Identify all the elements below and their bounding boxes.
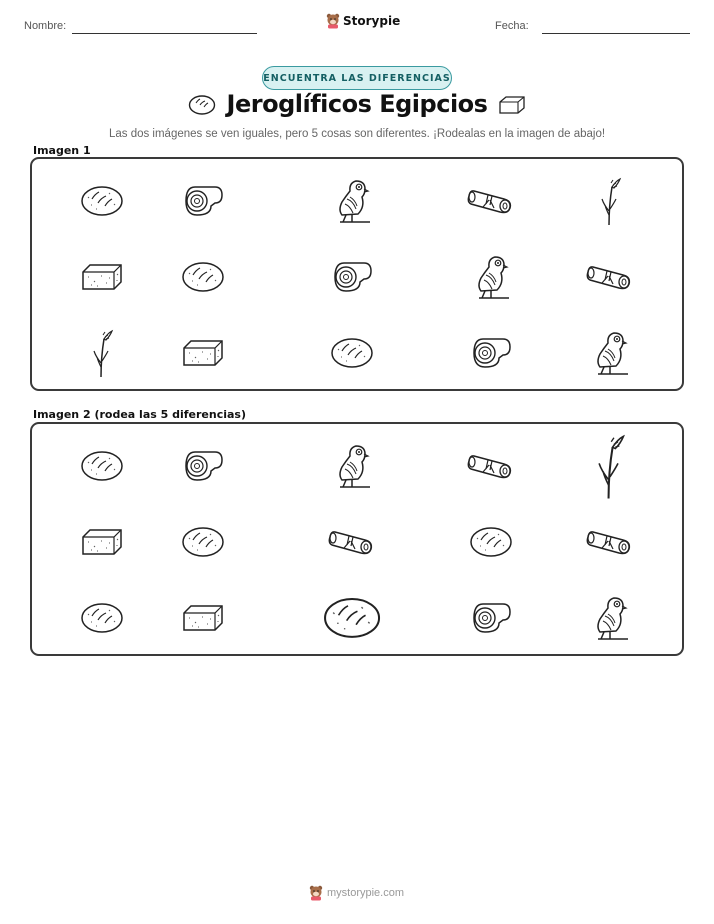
date-line[interactable] bbox=[542, 33, 690, 34]
owl-icon bbox=[590, 329, 630, 381]
brand-logo bbox=[326, 13, 400, 29]
scroll-icon[interactable] bbox=[585, 526, 635, 562]
brick-icon[interactable] bbox=[180, 601, 226, 639]
footer bbox=[309, 885, 404, 901]
bread-icon bbox=[329, 336, 375, 374]
bread-icon[interactable] bbox=[79, 449, 125, 487]
roll-icon bbox=[181, 184, 225, 222]
brick-icon bbox=[497, 94, 527, 116]
activity-badge: ENCUENTRA LAS DIFERENCIAS bbox=[262, 66, 452, 90]
roll-icon bbox=[330, 260, 374, 298]
scroll-icon bbox=[585, 261, 635, 297]
reed-icon bbox=[88, 327, 116, 383]
roll-icon[interactable] bbox=[469, 601, 513, 639]
scroll-icon[interactable] bbox=[466, 450, 516, 486]
bread-icon[interactable] bbox=[321, 595, 383, 645]
reed-icon[interactable] bbox=[591, 431, 629, 505]
brick-icon bbox=[79, 260, 125, 298]
bread-icon bbox=[79, 184, 125, 222]
scroll-icon bbox=[466, 185, 516, 221]
owl-icon[interactable] bbox=[590, 594, 630, 646]
bread-icon[interactable] bbox=[180, 525, 226, 563]
scroll-icon[interactable] bbox=[327, 526, 377, 562]
image2-panel[interactable] bbox=[30, 422, 684, 656]
owl-icon bbox=[471, 253, 511, 305]
image2-label: Imagen 2 (rodea las 5 diferencias) bbox=[33, 408, 247, 421]
bread-icon[interactable] bbox=[468, 525, 514, 563]
name-line[interactable] bbox=[72, 33, 257, 34]
reed-icon bbox=[596, 175, 624, 231]
bear-mascot-icon bbox=[309, 885, 323, 901]
image1-label: Imagen 1 bbox=[33, 144, 91, 157]
owl-icon[interactable] bbox=[332, 442, 372, 494]
bread-icon bbox=[180, 260, 226, 298]
bear-mascot-icon bbox=[326, 13, 340, 29]
name-label: Nombre: bbox=[24, 20, 67, 32]
brand-name: Storypie bbox=[343, 14, 401, 28]
instructions: Las dos imágenes se ven iguales, pero 5 cosas son diferentes. ¡Rodealas en la imagen de abajo! bbox=[108, 128, 606, 140]
footer-url: mystorypie.com bbox=[327, 887, 405, 899]
image1-panel bbox=[30, 157, 684, 391]
brick-icon[interactable] bbox=[79, 525, 125, 563]
owl-icon bbox=[332, 177, 372, 229]
bread-icon[interactable] bbox=[79, 601, 125, 639]
page-title: Jeroglíficos Egipcios bbox=[226, 90, 488, 118]
roll-icon bbox=[469, 336, 513, 374]
brick-icon bbox=[180, 336, 226, 374]
date-label: Fecha: bbox=[495, 20, 529, 32]
roll-icon[interactable] bbox=[181, 449, 225, 487]
